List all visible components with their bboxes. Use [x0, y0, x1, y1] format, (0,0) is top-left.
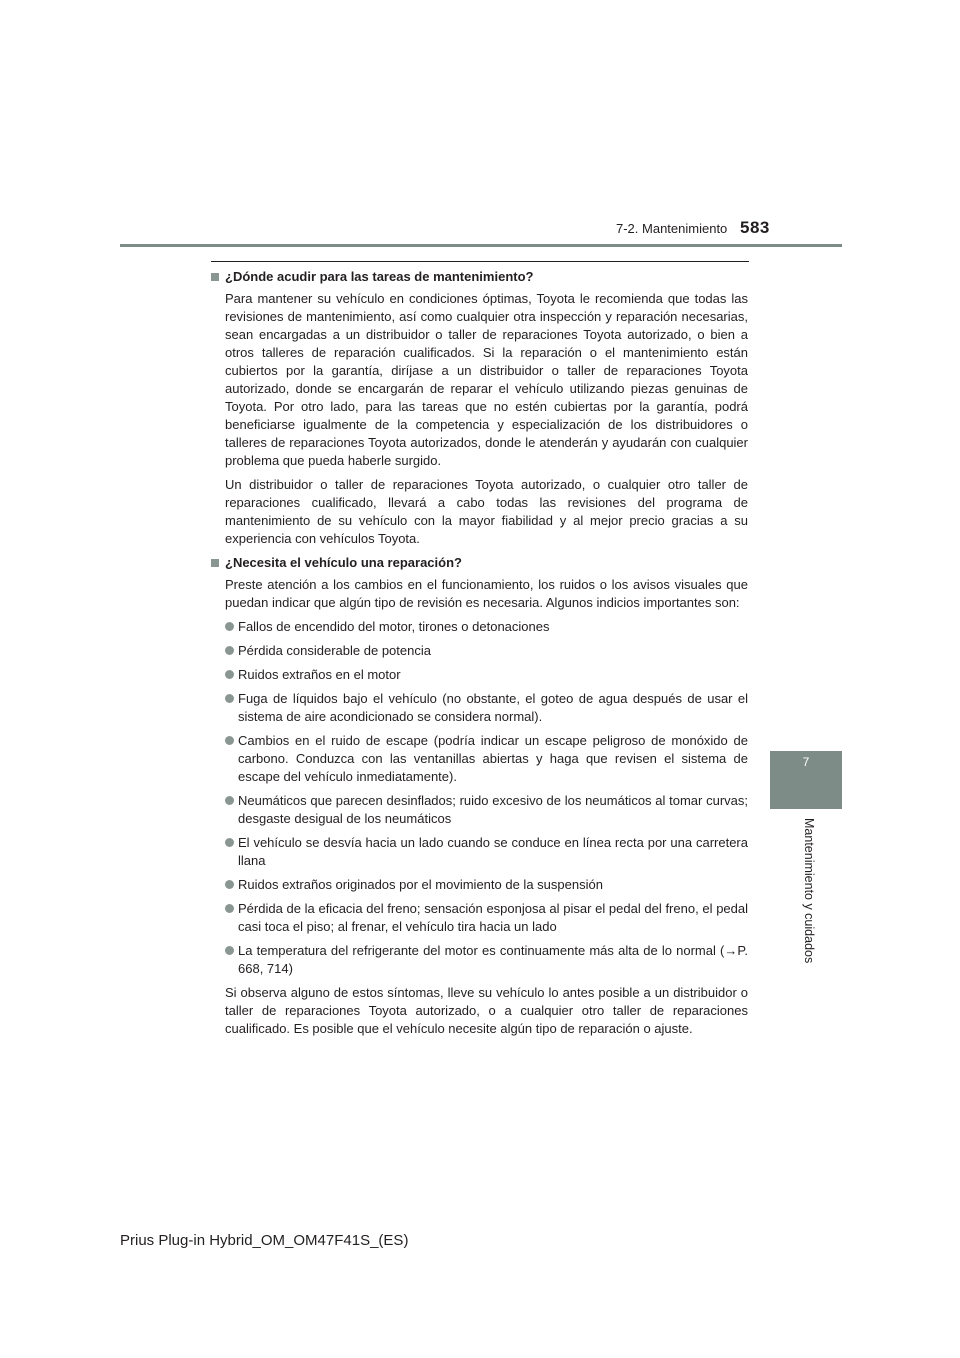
list-item — [211, 732, 748, 786]
round-bullet-icon — [225, 622, 234, 631]
round-bullet-icon — [225, 838, 234, 847]
section-heading — [211, 554, 748, 572]
list-item-text: Cambios en el ruido de escape (podría indicar un escape peligroso de monóxido de carbono. Conduzca con las ventanillas abiertas y haga que revisen el sistema de escape del vehículo inmediatamente). — [238, 733, 748, 784]
list-item-text: Ruidos extraños en el motor — [238, 667, 401, 682]
round-bullet-icon — [225, 694, 234, 703]
list-item-text: El vehículo se desvía hacia un lado cuando se conduce en línea recta por una carretera llana — [238, 835, 748, 868]
round-bullet-icon — [225, 670, 234, 679]
section-heading-text: ¿Dónde acudir para las tareas de mantenimiento? — [225, 269, 534, 284]
round-bullet-icon — [225, 904, 234, 913]
round-bullet-icon — [225, 646, 234, 655]
section-repair-needed — [211, 554, 748, 1038]
list-item — [211, 666, 748, 684]
section-heading — [211, 268, 748, 286]
list-item-text: Fuga de líquidos bajo el vehículo (no obstante, el goteo de agua después de usar el sistema de aire acondicionado se considera normal). — [238, 691, 748, 724]
list-item-text: Neumáticos que parecen desinflados; ruido excesivo de los neumáticos al tomar curvas; desgaste desigual de los neumáticos — [238, 793, 748, 826]
list-item — [211, 642, 748, 660]
list-item-text: La temperatura del refrigerante del motor es continuamente más alta de lo normal (→P. 668, 714) — [238, 943, 748, 976]
list-item — [211, 900, 748, 936]
round-bullet-icon — [225, 946, 234, 955]
symptom-list — [211, 618, 748, 978]
chapter-side-label — [782, 818, 816, 1022]
list-item — [211, 876, 748, 894]
page-number: 583 — [740, 218, 770, 237]
paragraph: Para mantener su vehículo en condiciones óptimas, Toyota le recomienda que todas las revisiones de mantenimiento, así como cualquier otra inspección y reparación necesarias, sean encargadas a un distribuidor o taller de reparaciones Toyota autorizado, o bien a otros talleres de reparación cualificados. Si la reparación o el mantenimiento están cubiertos por la garantía, diríjase a un distribuidor o taller de reparaciones Toyota autorizado, donde se encargarán de reparar el vehículo utilizando piezas genuinas de Toyota. Por otro lado, para las tareas que no estén cubiertas por la garantía, podrá beneficiarse igualmente de la competencia y especialización de los distribuidores o talleres de reparaciones Toyota autorizados, donde le atenderán y ayudarán con cualquier problema que pueda haberle surgido. — [225, 291, 748, 468]
paragraph: Si observa alguno de estos síntomas, lleve su vehículo lo antes posible a un distribuidor o taller de reparaciones Toyota autorizado, o a cualquier otro taller de reparaciones cualificado. Es posible que el vehículo necesite algún tipo de reparación o ajuste. — [225, 985, 748, 1036]
list-item — [211, 834, 748, 870]
chapter-reference: 7-2. Mantenimiento — [616, 221, 728, 236]
paragraph: Un distribuidor o taller de reparaciones Toyota autorizado, o cualquier otro taller de reparaciones cualificado, llevará a cabo todas las revisiones del programa de mantenimiento de su vehículo con la mayor fiabilidad y al mejor precio gracias a su experiencia con vehículos Toyota. — [225, 477, 748, 546]
header-rule — [120, 244, 842, 247]
list-item — [211, 792, 748, 828]
round-bullet-icon — [225, 736, 234, 745]
page-content — [211, 268, 748, 1044]
section-maintenance-where — [211, 268, 748, 548]
paragraph: Preste atención a los cambios en el funcionamiento, los ruidos o los avisos visuales que puedan indicar que algún tipo de revisión es necesaria. Algunos indicios importantes son: — [225, 577, 748, 610]
section-heading-text: ¿Necesita el vehículo una reparación? — [225, 555, 462, 570]
list-item-text: Ruidos extraños originados por el movimiento de la suspensión — [238, 877, 603, 892]
footer-document-id: Prius Plug-in Hybrid_OM_OM47F41S_(ES) — [120, 1232, 409, 1249]
list-item — [211, 618, 748, 636]
square-bullet-icon — [211, 273, 219, 281]
chapter-tab — [770, 751, 842, 809]
content-top-rule — [211, 261, 749, 262]
list-item — [211, 690, 748, 726]
round-bullet-icon — [225, 796, 234, 805]
list-item-text: Pérdida de la eficacia del freno; sensación esponjosa al pisar el pedal del freno, el pedal casi toca el piso; al frenar, el vehículo tira hacia un lado — [238, 901, 748, 934]
list-item-text: Fallos de encendido del motor, tirones o detonaciones — [238, 619, 550, 634]
chapter-tab-number: 7 — [802, 755, 810, 769]
square-bullet-icon — [211, 559, 219, 567]
round-bullet-icon — [225, 880, 234, 889]
chapter-side-label-text: Mantenimiento y cuidados — [802, 818, 816, 964]
list-item — [211, 942, 748, 978]
list-item-text: Pérdida considerable de potencia — [238, 643, 431, 658]
